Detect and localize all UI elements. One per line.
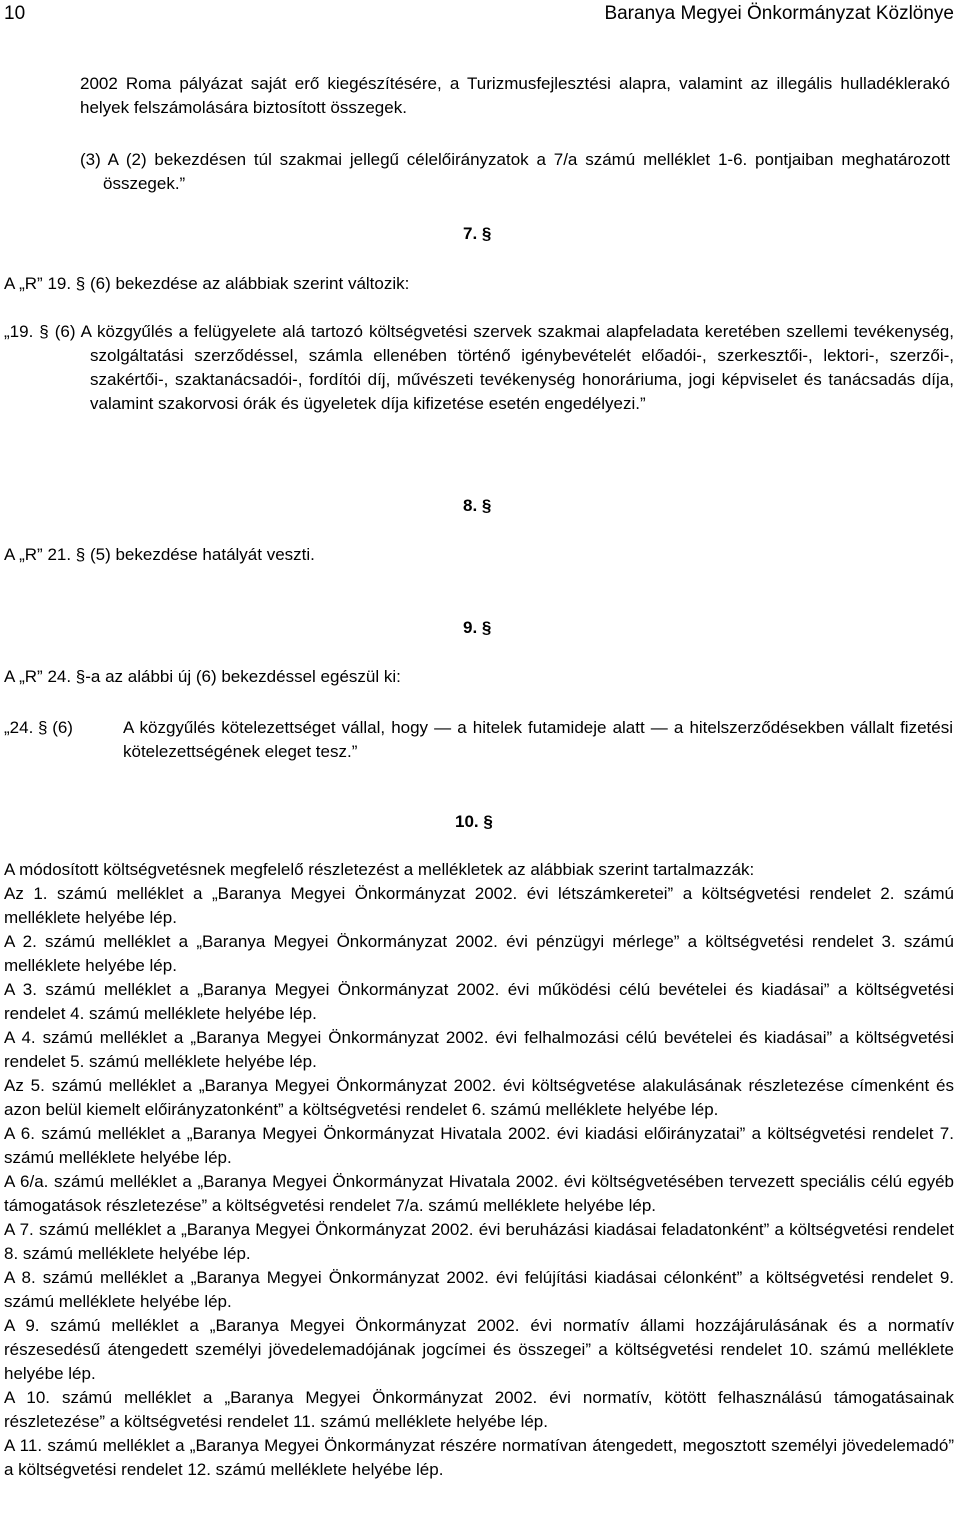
annex-item: A 10. számú melléklet a „Baranya Megyei Önkormányzat 2002. évi normatív, kötött felhasználású támogatásainak részletezése” a költségvetési rendelet 11. számú melléklete helyébe lép.	[4, 1388, 954, 1431]
section-heading-7: 7. §	[463, 224, 492, 243]
publication-title: Baranya Megyei Önkormányzat Közlönye	[604, 3, 954, 24]
paragraph-19-6: „19. § (6) A közgyűlés a felügyelete alá tartozó költségvetési szervek szakmai alapfeladata keretében szellemi tevékenység, szolgáltatási szerződéssel, számla ellenében történő igénybevételét előadói-, szerkesztői-, lektori-, szerzői-, szakértői-, szaktanácsadói-, fordítói díj, művészeti tevékenység honoráriuma, jogi képviselet és tanácsadás díja, valamint szakorvosi órák és ügyeletek díja kifizetése esetén engedélyezi.”	[4, 322, 954, 413]
annex-intro: A módosított költségvetésnek megfelelő részletezést a mellékletek az alábbiak szerint tartalmazzák:	[4, 860, 755, 879]
annex-item: A 6/a. számú melléklet a „Baranya Megyei Önkormányzat Hivatala 2002. évi költségvetésében tervezett speciális célú egyéb támogatások részletezése” a költségvetési rendelet 7/a. számú melléklete helyébe lép.	[4, 1172, 954, 1215]
annex-item: A 4. számú melléklet a „Baranya Megyei Önkormányzat 2002. évi felhalmozási célú bevételei és kiadásai” a költségvetési rendelet 5. számú melléklete helyébe lép.	[4, 1028, 954, 1071]
paragraph-24-6-label: „24. § (6)	[4, 718, 73, 737]
section-heading-8: 8. §	[463, 496, 492, 515]
paragraph-3: (3) A (2) bekezdésen túl szakmai jellegű célelőirányzatok a 7/a számú melléklet 1-6. pontjaiban meghatározott összegek.”	[80, 150, 950, 193]
section-heading-10: 10. §	[455, 812, 493, 831]
paragraph-intro: 2002 Roma pályázat saját erő kiegészítésére, a Turizmusfejlesztési alapra, valamint az illegális hulladéklerakó helyek felszámolására biztosított összegek.	[80, 74, 950, 117]
amendment-8: A „R” 21. § (5) bekezdése hatályát veszti.	[4, 545, 315, 564]
paragraph-24-6-text: A közgyűlés kötelezettséget vállal, hogy — a hitelek futamideje alatt — a hitelszerződésekben vállalt fizetési kötelezettségének eleget tesz.”	[123, 718, 953, 761]
annex-item: A 11. számú melléklet a „Baranya Megyei Önkormányzat részére normatívan átengedett, megosztott személyi jövedelemadó” a költségvetési rendelet 12. számú melléklete helyébe lép.	[4, 1436, 954, 1479]
annex-section	[4, 858, 954, 1482]
annex-item: A 7. számú melléklet a „Baranya Megyei Önkormányzat 2002. évi beruházási kiadásai feladatonként” a költségvetési rendelet 8. számú melléklete helyébe lép.	[4, 1220, 954, 1263]
page-number: 10	[4, 3, 26, 24]
annex-item: Az 1. számú melléklet a „Baranya Megyei Önkormányzat 2002. évi létszámkeretei” a költségvetési rendelet 2. számú melléklete helyébe lép.	[4, 884, 954, 927]
amendment-7: A „R” 19. § (6) bekezdése az alábbiak szerint változik:	[4, 274, 410, 293]
annex-item: A 8. számú melléklet a „Baranya Megyei Önkormányzat 2002. évi felújítási kiadásai célonként” a költségvetési rendelet 9. számú melléklete helyébe lép.	[4, 1268, 954, 1311]
annex-item: A 6. számú melléklet a „Baranya Megyei Önkormányzat Hivatala 2002. évi kiadási előirányzatai” a költségvetési rendelet 7. számú melléklete helyébe lép.	[4, 1124, 954, 1167]
annex-item: A 2. számú melléklet a „Baranya Megyei Önkormányzat 2002. évi pénzügyi mérlege” a költségvetési rendelet 3. számú melléklete helyébe lép.	[4, 932, 954, 975]
annex-item: Az 5. számú melléklet a „Baranya Megyei Önkormányzat 2002. évi költségvetése alakulásának részletezése címenként és azon belül kiemelt előirányzatonként” a költségvetési rendelet 6. számú melléklete helyébe lép.	[4, 1076, 954, 1119]
annex-item: A 9. számú melléklet a „Baranya Megyei Önkormányzat 2002. évi normatív állami hozzájárulásának és a normatív részesedésű átengedett személyi jövedelemadójának jogcímei és összegei” a költségvetési rendelet 10. számú melléklete helyébe lép.	[4, 1316, 954, 1383]
annex-item: A 3. számú melléklet a „Baranya Megyei Önkormányzat 2002. évi működési célú bevételei és kiadásai” a költségvetési rendelet 4. számú melléklete helyébe lép.	[4, 980, 954, 1023]
section-heading-9: 9. §	[463, 618, 492, 637]
amendment-9: A „R” 24. §-a az alábbi új (6) bekezdéssel egészül ki:	[4, 667, 401, 686]
